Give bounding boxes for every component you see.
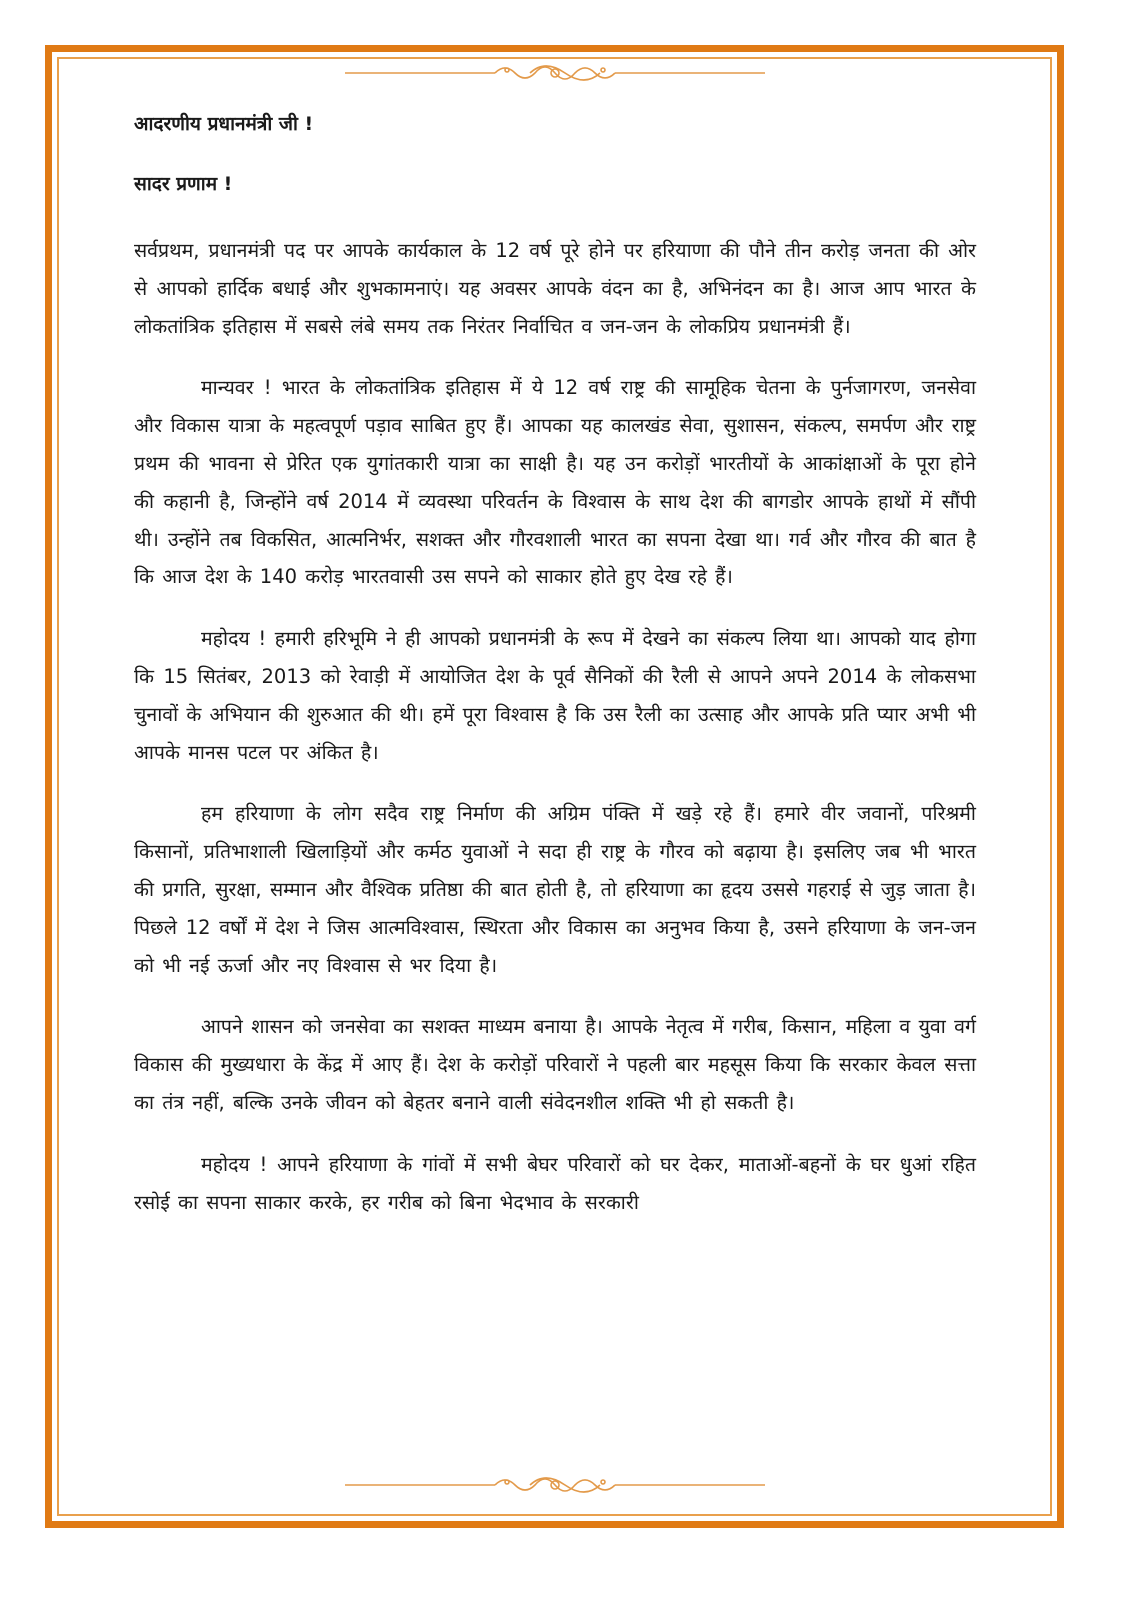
pranam: सादर प्रणाम ! (134, 173, 233, 195)
paragraph-4: हम हरियाणा के लोग सदैव राष्ट्र निर्माण की अग्रिम पंक्ति में खड़े रहे हैं। हमारे वीर जवानों, परिश्रमी किसानों, प्रतिभाशाली खिलाड़ियों और कर्मठ युवाओं ने सदा ही राष्ट्र के गौरव को बढ़ाया है। इसलिए जब भी भारत की प्रगति, सुरक्षा, सम्मान और वैश्विक प्रतिष्ठा की बात होती है, तो हरियाणा का हृदय उससे गहराई से जुड़ जाता है। पिछले 12 वर्षों में देश ने जिस आत्मविश्वास, स्थिरता और विकास का अनुभव किया है, उसने हरियाणा के जन-जन को भी नई ऊर्जा और नए विश्वास से भर दिया है। (134, 802, 976, 977)
top-ornament-icon (345, 58, 765, 88)
bottom-ornament-icon (345, 1470, 765, 1500)
letter-body (134, 110, 976, 1245)
paragraph-5: आपने शासन को जनसेवा का सशक्त माध्यम बनाया है। आपके नेतृत्व में गरीब, किसान, महिला व युवा वर्ग विकास की मुख्यधारा के केंद्र में आए हैं। देश के करोड़ों परिवारों ने पहली बार महसूस किया कि सरकार केवल सत्ता का तंत्र नहीं, बल्कि उनके जीवन को बेहतर बनाने वाली संवेदनशील शक्ति भी हो सकती है। (134, 1015, 976, 1114)
paragraph-6: महोदय ! आपने हरियाणा के गांवों में सभी बेघर परिवारों को घर देकर, माताओं-बहनों के घर धुआं रहित रसोई का सपना साकार करके, हर गरीब को बिना भेदभाव के सरकारी (134, 1152, 976, 1214)
paragraph-2: मान्यवर ! भारत के लोकतांत्रिक इतिहास में ये 12 वर्ष राष्ट्र की सामूहिक चेतना के पुर्नजागरण, जनसेवा और विकास यात्रा के महत्वपूर्ण पड़ाव साबित हुए हैं। आपका यह कालखंड सेवा, सुशासन, संकल्प, समर्पण और राष्ट्र प्रथम की भावना से प्रेरित एक युगांतकारी यात्रा का साक्षी है। यह उन करोड़ों भारतीयों के आकांक्षाओं के पूरा होने की कहानी है, जिन्होंने वर्ष 2014 में व्यवस्था परिवर्तन के विश्वास के साथ देश की बागडोर आपके हाथों में सौंपी थी। उन्होंने तब विकसित, आत्मनिर्भर, सशक्त और गौरवशाली भारत का सपना देखा था। गर्व और गौरव की बात है कि आज देश के 140 करोड़ भारतवासी उस सपने को साकार होते हुए देख रहे हैं। (134, 376, 976, 589)
greeting: आदरणीय प्रधानमंत्री जी ! (134, 113, 314, 135)
paragraph-1: सर्वप्रथम, प्रधानमंत्री पद पर आपके कार्यकाल के 12 वर्ष पूरे होने पर हरियाणा की पौने तीन करोड़ जनता की ओर से आपको हार्दिक बधाई और शुभकामनाएं। यह अवसर आपके वंदन का है, अभिनंदन का है। आज आप भारत के लोकतांत्रिक इतिहास में सबसे लंबे समय तक निरंतर निर्वाचित व जन-जन के लोकप्रिय प्रधानमंत्री हैं। (134, 239, 976, 338)
paragraph-3: महोदय ! हमारी हरिभूमि ने ही आपको प्रधानमंत्री के रूप में देखने का संकल्प लिया था। आपको याद होगा कि 15 सितंबर, 2013 को रेवाड़ी में आयोजित देश के पूर्व सैनिकों की रैली से आपने अपने 2014 के लोकसभा चुनावों के अभियान की शुरुआत की थी। हमें पूरा विश्वास है कि उस रैली का उत्साह और आपके प्रति प्यार अभी भी आपके मानस पटल पर अंकित है। (134, 627, 976, 764)
